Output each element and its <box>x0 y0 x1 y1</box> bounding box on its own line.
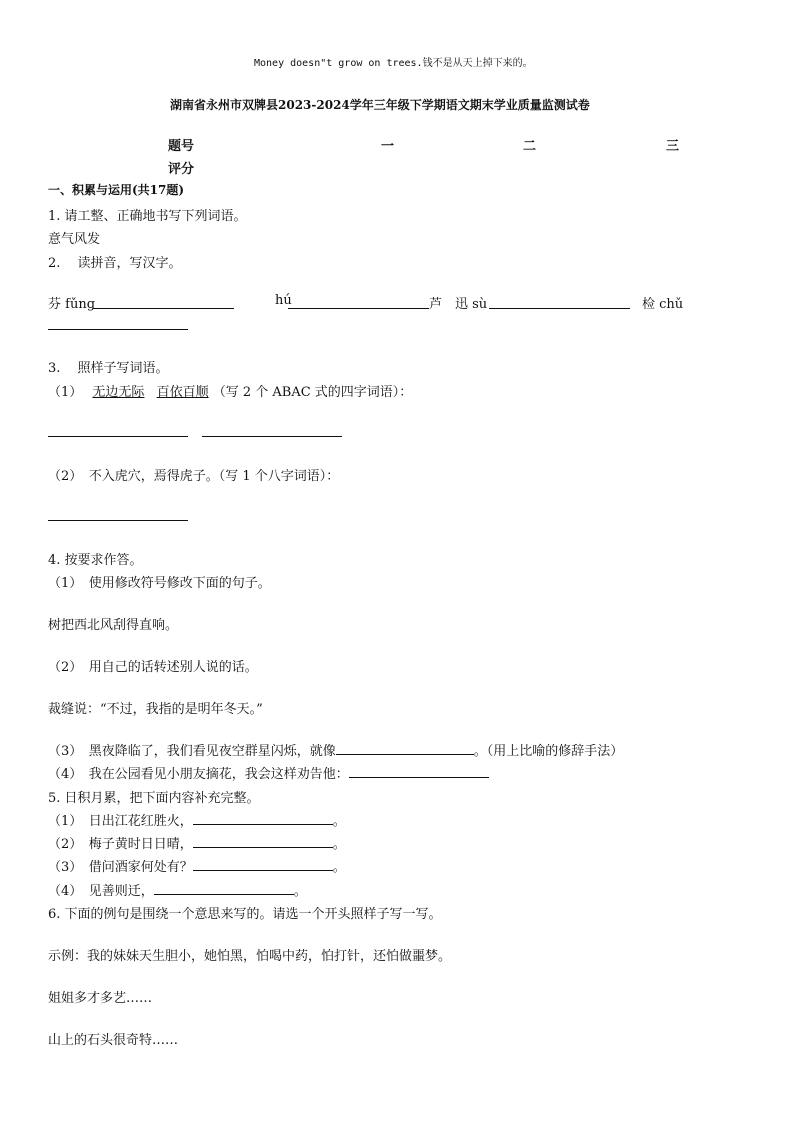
question-5-prompt: 5. 日积月累，把下面内容补充完整。 <box>48 791 260 806</box>
answer-blank[interactable] <box>93 308 234 309</box>
answer-blank[interactable] <box>48 436 188 437</box>
sub-number: （1） <box>48 385 83 400</box>
answer-blank[interactable] <box>193 858 333 871</box>
question-4-sub-3 <box>48 740 623 759</box>
question-4-sub-4 <box>48 763 489 782</box>
answer-blank[interactable] <box>154 882 294 895</box>
answer-blank[interactable] <box>288 308 429 309</box>
question-3-sub-2: （2） 不入虎穴，焉得虎子。（写 1 个八字词语）： <box>48 469 340 484</box>
question-4-sub-2: （2） 用自己的话转述别人说的话。 <box>48 660 258 675</box>
header-note: Money doesn"t grow on trees.钱不是从天上掉下来的。 <box>254 58 533 69</box>
question-5-item <box>48 833 346 852</box>
poem-line-end: 。 <box>332 860 346 875</box>
answer-blank[interactable] <box>336 742 474 755</box>
question-1-word: 意气风发 <box>48 232 101 247</box>
answer-blank[interactable] <box>349 765 489 778</box>
pinyin-item-4: 检 chǔ <box>642 297 684 312</box>
pinyin-item-3: 芦 迅 sù <box>429 297 488 312</box>
question-4-sub-1: （1） 使用修改符号修改下面的句子。 <box>48 576 271 591</box>
pinyin-item-1: 芬 fǔng <box>48 297 96 312</box>
question-6-prompt: 6. 下面的例句是围绕一个意思来写的。请选一个开头照样子写一写。 <box>48 907 442 922</box>
question-6-example: 示例：我的妹妹天生胆小，她怕黑，怕喝中药，怕打针，还怕做噩梦。 <box>48 949 452 964</box>
question-6-option-1: 姐姐多才多艺…… <box>48 991 153 1006</box>
pinyin-item-2: hú <box>275 293 292 308</box>
poem-line: （2） 梅子黄时日日晴， <box>48 837 193 852</box>
answer-blank[interactable] <box>48 329 188 330</box>
score-table-col-1: 一 <box>381 139 395 154</box>
question-5-item <box>48 856 346 875</box>
answer-blank[interactable] <box>193 835 333 848</box>
answer-blank[interactable] <box>202 436 342 437</box>
answer-blank[interactable] <box>489 308 630 309</box>
question-3-prompt: 3. 照样子写词语。 <box>48 361 169 376</box>
example-word-1: 无边无际 <box>92 385 145 400</box>
sub-text: （4） 我在公园看见小朋友摘花，我会这样劝告他： <box>48 767 349 782</box>
answer-blank[interactable] <box>48 520 188 521</box>
sub-hint: （写 2 个 ABAC 式的四字词语）： <box>212 385 413 400</box>
answer-blank[interactable] <box>193 812 333 825</box>
question-6-option-2: 山上的石头很奇特…… <box>48 1033 179 1048</box>
question-5-item <box>48 810 346 829</box>
question-4-prompt: 4. 按要求作答。 <box>48 553 143 568</box>
score-table-score-label: 评分 <box>168 162 195 177</box>
question-5-item <box>48 880 307 899</box>
score-table-col-2: 二 <box>523 139 537 154</box>
poem-line-end: 。 <box>293 884 307 899</box>
question-4-sentence-1: 树把西北风刮得直响。 <box>48 618 179 633</box>
section-heading: 一、积累与运用(共17题) <box>48 183 185 197</box>
question-2-prompt: 2. 读拼音，写汉字。 <box>48 256 182 271</box>
poem-line: （1） 日出江花红胜火， <box>48 814 193 829</box>
question-1-prompt: 1. 请工整、正确地书写下列词语。 <box>48 209 247 224</box>
question-3-sub-1 <box>48 381 412 400</box>
poem-line: （4） 见善则迁， <box>48 884 154 899</box>
score-table-header-label: 题号 <box>168 139 195 154</box>
sub-text: （3） 黑夜降临了，我们看见夜空群星闪烁，就像 <box>48 744 336 759</box>
score-table-col-3: 三 <box>666 139 680 154</box>
page-title: 湖南省永州市双牌县2023-2024学年三年级下学期语文期末学业质量监测试卷 <box>170 98 590 112</box>
example-word-2: 百依百顺 <box>156 385 209 400</box>
poem-line-end: 。 <box>332 837 346 852</box>
sub-text-end: 。（用上比喻的修辞手法） <box>473 744 624 759</box>
poem-line: （3） 借问酒家何处有？ <box>48 860 193 875</box>
poem-line-end: 。 <box>332 814 346 829</box>
question-4-sentence-2: 裁缝说：“不过，我指的是明年冬天。” <box>48 702 263 717</box>
